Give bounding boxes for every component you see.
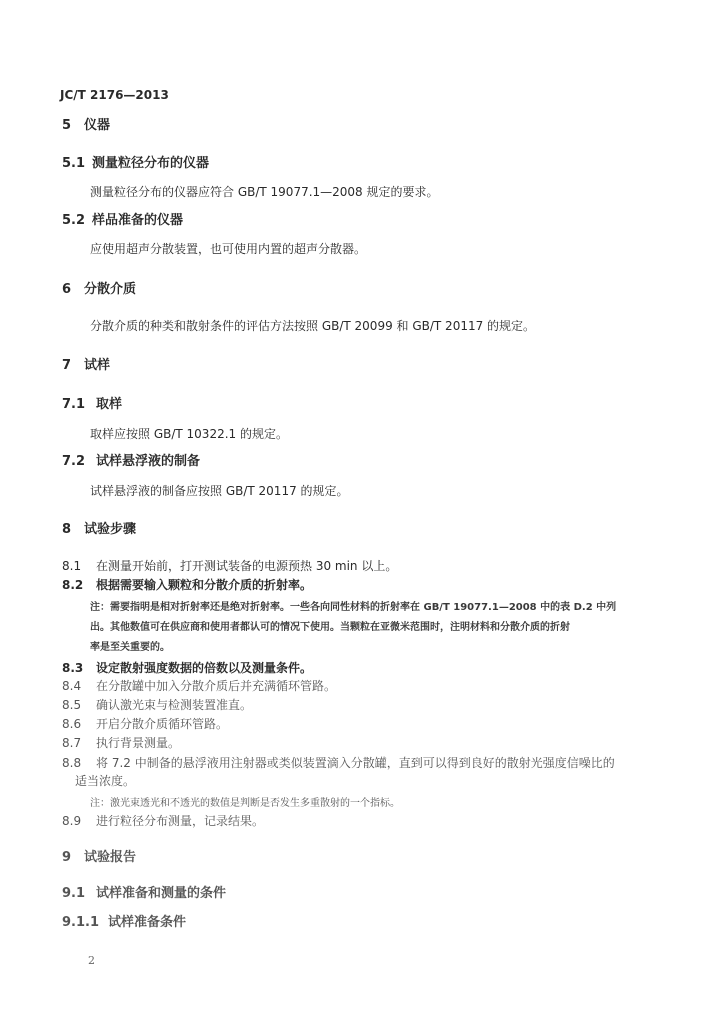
page-number: 2 [88,954,95,967]
step-8-3 [62,660,312,676]
step-number: 8.2 [62,578,84,592]
section-title: 试验报告 [84,850,137,865]
standard-code: JC/T 2176—2013 [60,88,169,102]
step-text: 确认激光束与检测装置准直。 [96,698,253,712]
section-5-2-text: 应使用超声分散装置，也可使用内置的超声分散器。 [90,242,367,256]
section-number: 8 [62,522,72,537]
step-text: 在分散罐中加入分散介质后并充满循环管路。 [96,679,337,693]
step-number: 8.7 [62,736,82,750]
step-8-7 [62,735,180,751]
section-5-1-heading [62,156,209,172]
step-8-8-continuation: 适当浓度。 [75,774,136,788]
section-5-1-text: 测量粒径分布的仪器应符合 GB/T 19077.1—2008 规定的要求。 [90,185,439,199]
step-8-1 [62,558,397,574]
section-title: 取样 [96,397,123,412]
section-title: 试样悬浮液的制备 [96,454,201,469]
section-number: 9 [62,850,72,865]
step-8-2-note-line-1: 注：需要指明是相对折射率还是绝对折射率。一些各向同性材料的折射率在 GB/T 19077.1—2008 中的表 D.2 中列 [90,602,617,613]
section-7-1-text: 取样应按照 GB/T 10322.1 的规定。 [90,427,288,441]
section-number: 6 [62,282,72,297]
step-8-4 [62,678,336,694]
step-text: 执行背景测量。 [96,736,181,750]
step-number: 8.9 [62,814,82,828]
section-title: 试样准备和测量的条件 [96,886,227,901]
step-text: 在测量开始前，打开测试装备的电源预热 30 min 以上。 [96,559,398,573]
step-text: 将 7.2 中制备的悬浮液用注射器或类似装置滴入分散罐，直到可以得到良好的散射光强度信噪比的 [96,756,615,770]
step-8-2 [62,577,312,593]
section-number: 7.2 [62,454,86,469]
step-8-8 [62,755,615,771]
section-6-heading [62,282,136,298]
step-8-8-note: 注：激光束透光和不透光的数值是判断是否发生多重散射的一个指标。 [90,798,400,809]
section-number: 5.1 [62,156,86,171]
section-title: 试验步骤 [84,522,137,537]
section-7-2-heading [62,454,200,470]
section-title: 试样准备条件 [108,915,187,930]
section-number: 7.1 [62,397,86,412]
step-text: 进行粒径分布测量，记录结果。 [96,814,265,828]
section-number: 9.1 [62,886,86,901]
section-6-text: 分散介质的种类和散射条件的评估方法按照 GB/T 20099 和 GB/T 20117 的规定。 [90,319,536,333]
section-number: 5 [62,118,72,133]
section-5-2-heading [62,213,183,229]
section-7-2-text: 试样悬浮液的制备应按照 GB/T 20117 的规定。 [90,484,349,498]
section-9-1-heading [62,886,226,902]
step-8-2-note-line-2: 出。其他数值可在供应商和使用者都认可的情况下使用。当颗粒在亚微米范围时，注明材料和分散介质的折射 [90,622,570,633]
section-title: 仪器 [84,118,111,133]
section-8-heading [62,522,136,538]
section-number: 9.1.1 [62,915,100,930]
step-number: 8.6 [62,717,82,731]
step-text: 根据需要输入颗粒和分散介质的折射率。 [96,578,313,592]
section-number: 7 [62,358,72,373]
step-text: 开启分散介质循环管路。 [96,717,229,731]
step-number: 8.3 [62,661,84,675]
step-number: 8.1 [62,559,82,573]
section-9-1-1-heading [62,915,186,931]
step-text: 设定散射强度数据的倍数以及测量条件。 [96,661,313,675]
step-number: 8.4 [62,679,82,693]
section-number: 5.2 [62,213,86,228]
section-title: 测量粒径分布的仪器 [92,156,210,171]
section-title: 样品准备的仪器 [92,213,184,228]
section-title: 分散介质 [84,282,137,297]
section-7-heading [62,358,110,374]
step-8-9 [62,813,264,829]
step-8-5 [62,697,252,713]
step-8-2-note-line-3: 率是至关重要的。 [90,642,170,653]
step-number: 8.5 [62,698,82,712]
step-8-6 [62,716,228,732]
section-7-1-heading [62,397,122,413]
section-title: 试样 [84,358,111,373]
section-9-heading [62,850,136,866]
section-5-heading [62,118,110,134]
step-number: 8.8 [62,756,82,770]
